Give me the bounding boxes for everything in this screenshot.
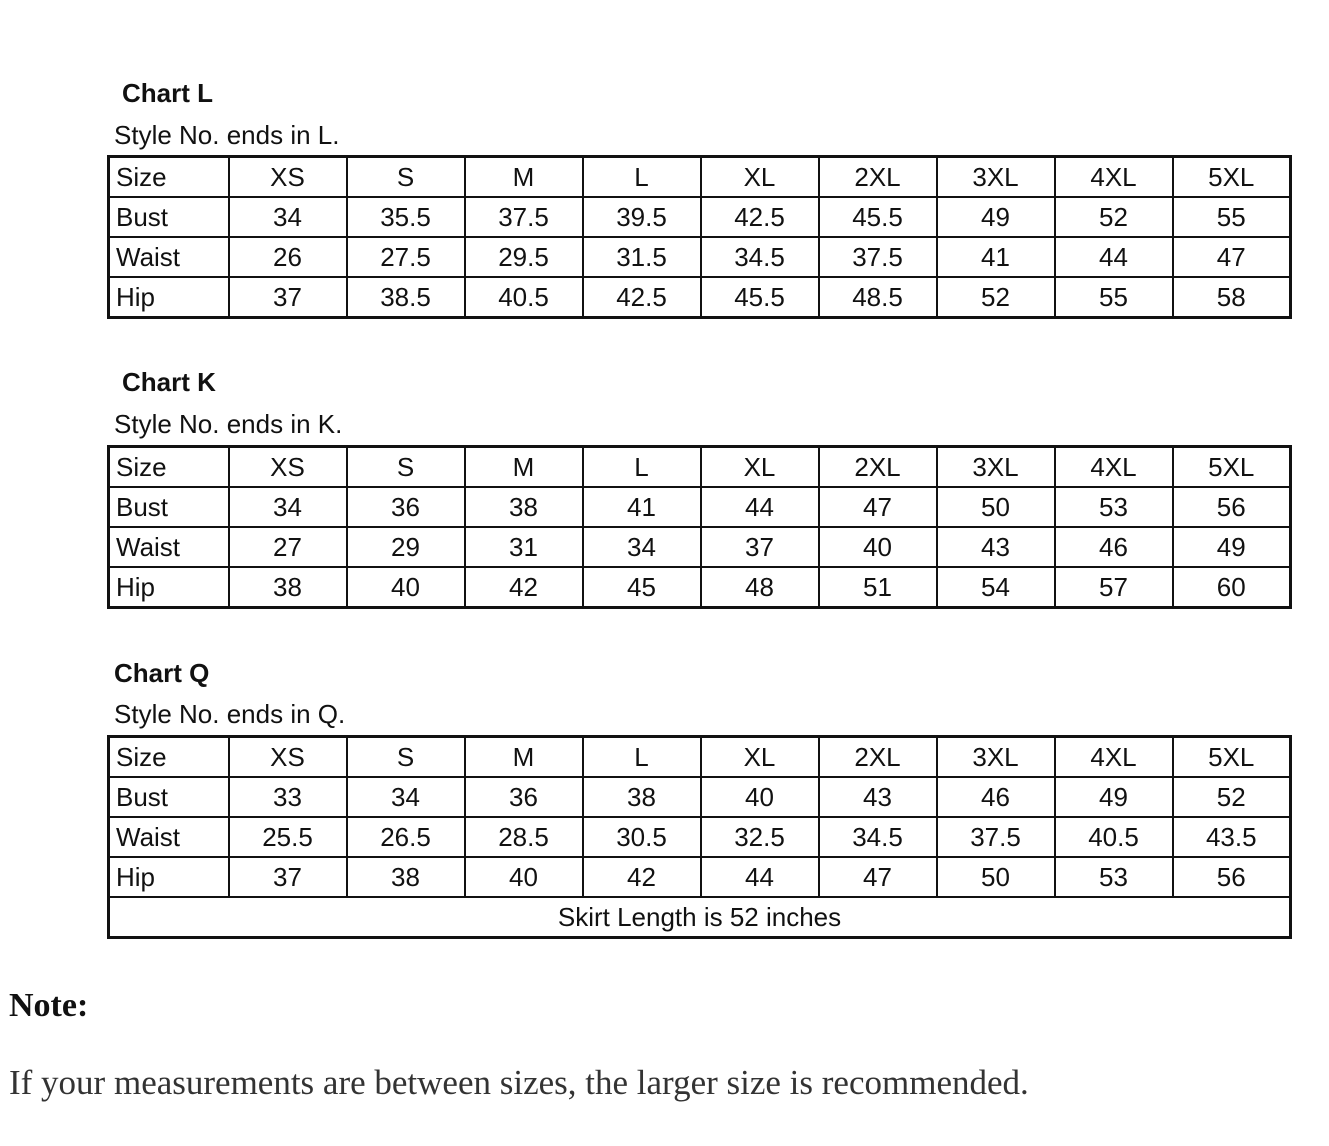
row-label: Hip xyxy=(109,857,229,897)
table-cell: 49 xyxy=(1173,527,1291,567)
table-cell: 4XL xyxy=(1055,157,1173,198)
chart-l-subtitle: Style No. ends in L. xyxy=(114,120,340,150)
table-cell: 2XL xyxy=(819,737,937,778)
table-cell: 40 xyxy=(347,567,465,608)
table-cell: 46 xyxy=(1055,527,1173,567)
table-cell: XS xyxy=(229,737,347,778)
table-cell: 28.5 xyxy=(465,817,583,857)
table-cell: 5XL xyxy=(1173,447,1291,488)
table-cell: 4XL xyxy=(1055,737,1173,778)
table-cell: 30.5 xyxy=(583,817,701,857)
table-cell: 40.5 xyxy=(1055,817,1173,857)
table-cell: 2XL xyxy=(819,157,937,198)
table-cell: 55 xyxy=(1173,197,1291,237)
table-cell: 34 xyxy=(347,777,465,817)
table-cell: XL xyxy=(701,737,819,778)
table-row xyxy=(109,567,1291,608)
table-cell: 3XL xyxy=(937,737,1055,778)
table-cell: 38 xyxy=(229,567,347,608)
chart-k-title: Chart K xyxy=(122,367,216,397)
table-cell: XL xyxy=(701,447,819,488)
chart-k-subtitle: Style No. ends in K. xyxy=(114,409,343,439)
table-cell: 42.5 xyxy=(701,197,819,237)
table-cell: 42 xyxy=(465,567,583,608)
table-cell: 47 xyxy=(819,857,937,897)
table-cell: 45.5 xyxy=(819,197,937,237)
table-cell: 38.5 xyxy=(347,277,465,318)
footer-row xyxy=(109,897,1291,938)
table-cell: 3XL xyxy=(937,447,1055,488)
table-cell: 48.5 xyxy=(819,277,937,318)
chart-q-table xyxy=(107,735,1292,939)
table-row xyxy=(109,487,1291,527)
table-cell: L xyxy=(583,447,701,488)
table-cell: 58 xyxy=(1173,277,1291,318)
table-cell: 55 xyxy=(1055,277,1173,318)
table-cell: 40 xyxy=(465,857,583,897)
note-heading: Note: xyxy=(9,987,89,1024)
table-cell: 31 xyxy=(465,527,583,567)
table-cell: 38 xyxy=(465,487,583,527)
table-cell: L xyxy=(583,157,701,198)
table-cell: 27 xyxy=(229,527,347,567)
table-row xyxy=(109,817,1291,857)
table-cell: 37.5 xyxy=(465,197,583,237)
table-cell: 37.5 xyxy=(819,237,937,277)
table-cell: S xyxy=(347,447,465,488)
table-cell: 49 xyxy=(1055,777,1173,817)
table-cell: 52 xyxy=(937,277,1055,318)
table-cell: M xyxy=(465,447,583,488)
table-cell: 47 xyxy=(1173,237,1291,277)
table-cell: 50 xyxy=(937,857,1055,897)
table-cell: 45.5 xyxy=(701,277,819,318)
table-cell: 38 xyxy=(583,777,701,817)
table-cell: M xyxy=(465,157,583,198)
table-cell: 25.5 xyxy=(229,817,347,857)
table-cell: 34.5 xyxy=(819,817,937,857)
skirt-length-note: Skirt Length is 52 inches xyxy=(109,897,1291,938)
row-label: Bust xyxy=(109,197,229,237)
table-cell: 35.5 xyxy=(347,197,465,237)
table-cell: M xyxy=(465,737,583,778)
table-cell: 37 xyxy=(229,277,347,318)
table-cell: XS xyxy=(229,447,347,488)
table-cell: 56 xyxy=(1173,857,1291,897)
table-row xyxy=(109,527,1291,567)
row-label: Bust xyxy=(109,487,229,527)
table-cell: 42 xyxy=(583,857,701,897)
table-cell: 53 xyxy=(1055,857,1173,897)
table-cell: 36 xyxy=(347,487,465,527)
header-row xyxy=(109,447,1291,488)
table-cell: 53 xyxy=(1055,487,1173,527)
header-row xyxy=(109,157,1291,198)
table-cell: 34.5 xyxy=(701,237,819,277)
table-cell: L xyxy=(583,737,701,778)
table-cell: 29.5 xyxy=(465,237,583,277)
table-cell: 33 xyxy=(229,777,347,817)
table-cell: 37 xyxy=(229,857,347,897)
table-cell: 49 xyxy=(937,197,1055,237)
table-cell: 37.5 xyxy=(937,817,1055,857)
chart-q-title: Chart Q xyxy=(114,658,210,688)
table-cell: 27.5 xyxy=(347,237,465,277)
table-cell: 34 xyxy=(583,527,701,567)
table-cell: 56 xyxy=(1173,487,1291,527)
table-cell: 43 xyxy=(937,527,1055,567)
table-cell: 37 xyxy=(701,527,819,567)
table-cell: 45 xyxy=(583,567,701,608)
row-label: Waist xyxy=(109,817,229,857)
table-cell: XS xyxy=(229,157,347,198)
table-row xyxy=(109,857,1291,897)
row-label: Waist xyxy=(109,527,229,567)
table-cell: 43.5 xyxy=(1173,817,1291,857)
chart-l-title: Chart L xyxy=(122,78,213,108)
chart-q-subtitle: Style No. ends in Q. xyxy=(114,699,346,729)
table-cell: 26.5 xyxy=(347,817,465,857)
table-cell: 51 xyxy=(819,567,937,608)
row-label: Size xyxy=(109,157,229,198)
row-label: Bust xyxy=(109,777,229,817)
table-cell: 60 xyxy=(1173,567,1291,608)
table-cell: XL xyxy=(701,157,819,198)
table-cell: 46 xyxy=(937,777,1055,817)
row-label: Size xyxy=(109,447,229,488)
table-row xyxy=(109,237,1291,277)
table-cell: 44 xyxy=(701,487,819,527)
table-cell: 34 xyxy=(229,487,347,527)
table-cell: 48 xyxy=(701,567,819,608)
table-cell: 36 xyxy=(465,777,583,817)
table-row xyxy=(109,197,1291,237)
chart-k-table xyxy=(107,445,1292,609)
table-cell: 32.5 xyxy=(701,817,819,857)
table-cell: 29 xyxy=(347,527,465,567)
table-cell: S xyxy=(347,737,465,778)
table-cell: 42.5 xyxy=(583,277,701,318)
table-cell: 3XL xyxy=(937,157,1055,198)
table-cell: 41 xyxy=(937,237,1055,277)
table-cell: 41 xyxy=(583,487,701,527)
table-row xyxy=(109,277,1291,318)
table-cell: 5XL xyxy=(1173,737,1291,778)
table-cell: 50 xyxy=(937,487,1055,527)
table-cell: S xyxy=(347,157,465,198)
row-label: Waist xyxy=(109,237,229,277)
row-label: Hip xyxy=(109,567,229,608)
chart-l-table xyxy=(107,155,1292,319)
table-cell: 57 xyxy=(1055,567,1173,608)
table-cell: 52 xyxy=(1055,197,1173,237)
table-cell: 2XL xyxy=(819,447,937,488)
table-cell: 44 xyxy=(1055,237,1173,277)
row-label: Hip xyxy=(109,277,229,318)
table-row xyxy=(109,777,1291,817)
table-cell: 4XL xyxy=(1055,447,1173,488)
table-cell: 34 xyxy=(229,197,347,237)
table-cell: 31.5 xyxy=(583,237,701,277)
table-cell: 39.5 xyxy=(583,197,701,237)
table-cell: 52 xyxy=(1173,777,1291,817)
table-cell: 40.5 xyxy=(465,277,583,318)
header-row xyxy=(109,737,1291,778)
row-label: Size xyxy=(109,737,229,778)
table-cell: 5XL xyxy=(1173,157,1291,198)
table-cell: 38 xyxy=(347,857,465,897)
table-cell: 54 xyxy=(937,567,1055,608)
table-cell: 40 xyxy=(819,527,937,567)
note-text: If your measurements are between sizes, the larger size is recommended. xyxy=(9,1063,1029,1102)
table-cell: 43 xyxy=(819,777,937,817)
table-cell: 44 xyxy=(701,857,819,897)
table-cell: 47 xyxy=(819,487,937,527)
table-cell: 26 xyxy=(229,237,347,277)
table-cell: 40 xyxy=(701,777,819,817)
